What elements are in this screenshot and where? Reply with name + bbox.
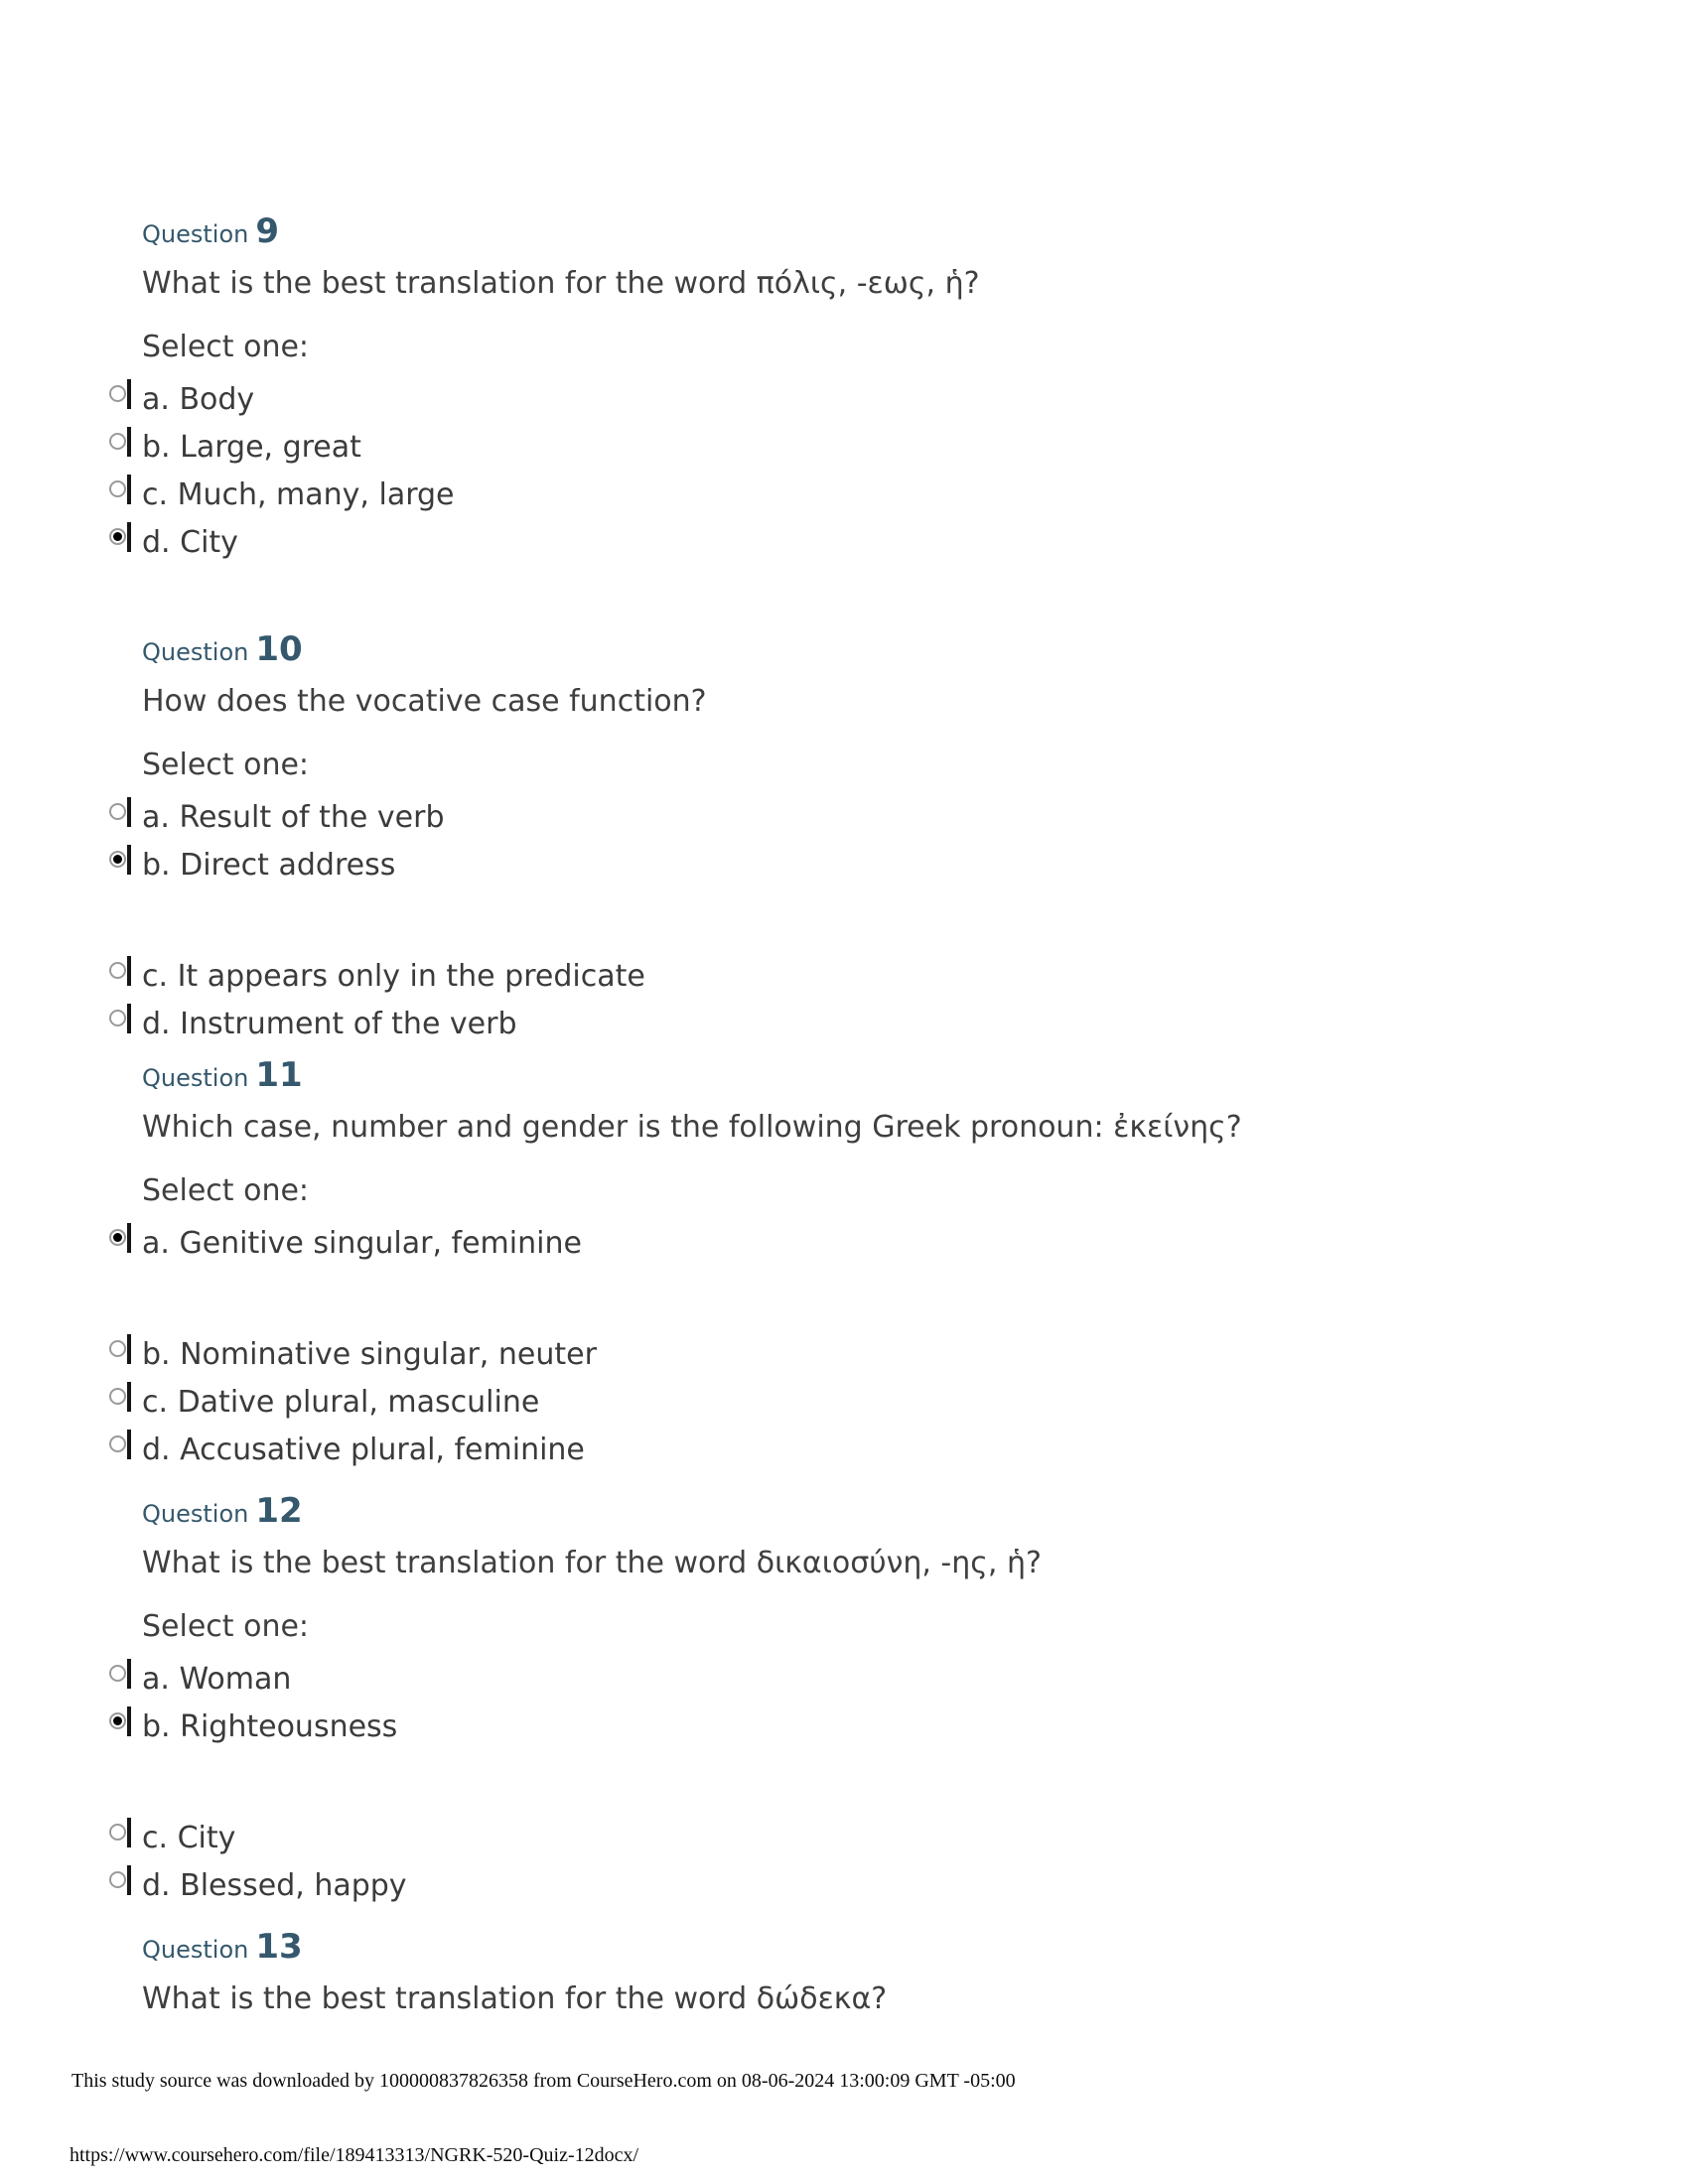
select-one-label: Select one: [142, 748, 310, 782]
text-cursor-icon [127, 956, 131, 986]
question-label [142, 1926, 1628, 1971]
question-12 [142, 1490, 1628, 1910]
question-text: What is the best translation for the word πόλις, -εως, ἡ? [142, 266, 980, 301]
option-row [109, 1815, 1628, 1862]
select-one-label: Select one: [142, 1609, 310, 1644]
option-row [109, 519, 1628, 567]
text-cursor-icon [127, 475, 131, 504]
radio-button[interactable] [109, 519, 142, 567]
radio-circle-icon [109, 1229, 126, 1246]
option-row [109, 1862, 1628, 1910]
radio-circle-icon [109, 1388, 126, 1405]
text-cursor-icon [127, 1334, 131, 1364]
radio-circle-icon [109, 1665, 126, 1682]
option-row [109, 953, 1628, 1001]
option-label: a. Body [142, 382, 255, 417]
question-number: 13 [255, 1927, 303, 1967]
option-row [109, 1220, 1628, 1268]
text-cursor-icon [127, 427, 131, 457]
text-cursor-icon [127, 1382, 131, 1412]
option-row [109, 1379, 1628, 1427]
radio-circle-icon [109, 851, 126, 868]
question-number: 9 [255, 211, 280, 251]
question-label [142, 1054, 1628, 1099]
option-label: b. Large, great [142, 430, 361, 465]
option-label: d. Accusative plural, feminine [142, 1433, 585, 1467]
radio-button[interactable] [109, 1427, 142, 1474]
radio-button[interactable] [109, 1001, 142, 1048]
radio-circle-icon [109, 1340, 126, 1357]
question-text: How does the vocative case function? [142, 684, 707, 719]
option-row [109, 794, 1628, 842]
radio-button[interactable] [109, 424, 142, 472]
question-label [142, 628, 1628, 673]
option-row [109, 842, 1628, 889]
text-cursor-icon [127, 1004, 131, 1033]
radio-circle-icon [109, 433, 126, 450]
question-word: Question [142, 1500, 249, 1528]
text-cursor-icon [127, 522, 131, 552]
radio-circle-icon [109, 528, 126, 545]
text-cursor-icon [127, 845, 131, 875]
radio-button[interactable] [109, 953, 142, 1001]
radio-button[interactable] [109, 1862, 142, 1910]
option-row [109, 472, 1628, 519]
option-label: a. Genitive singular, feminine [142, 1226, 582, 1261]
option-label: b. Direct address [142, 848, 396, 883]
radio-button[interactable] [109, 1656, 142, 1704]
radio-circle-icon [109, 962, 126, 979]
radio-circle-icon [109, 1435, 126, 1452]
radio-button[interactable] [109, 1704, 142, 1751]
question-9 [142, 210, 1628, 567]
select-one-label: Select one: [142, 1173, 310, 1208]
text-cursor-icon [127, 1706, 131, 1736]
option-row [109, 1704, 1628, 1751]
radio-button[interactable] [109, 1220, 142, 1268]
radio-button[interactable] [109, 1331, 142, 1379]
option-row [109, 1331, 1628, 1379]
question-number: 10 [255, 629, 303, 669]
radio-button[interactable] [109, 842, 142, 889]
radio-button[interactable] [109, 376, 142, 424]
option-label: c. Dative plural, masculine [142, 1385, 540, 1420]
question-number: 12 [255, 1491, 303, 1531]
option-label: c. City [142, 1821, 236, 1855]
option-label: c. Much, many, large [142, 478, 455, 512]
option-row [109, 1001, 1628, 1048]
question-number: 11 [255, 1055, 303, 1095]
question-word: Question [142, 1936, 249, 1964]
option-row [109, 424, 1628, 472]
question-text: What is the best translation for the word δώδεκα? [142, 1981, 888, 2016]
radio-button[interactable] [109, 1379, 142, 1427]
text-cursor-icon [127, 1430, 131, 1459]
option-label: d. Instrument of the verb [142, 1007, 517, 1041]
radio-circle-icon [109, 385, 126, 402]
option-label: d. City [142, 525, 238, 560]
radio-circle-icon [109, 803, 126, 820]
option-row [109, 376, 1628, 424]
option-label: a. Result of the verb [142, 800, 445, 835]
question-label [142, 210, 1628, 255]
question-word: Question [142, 1064, 249, 1092]
option-row [109, 1427, 1628, 1474]
option-row [109, 1656, 1628, 1704]
option-label: b. Righteousness [142, 1709, 398, 1744]
radio-button[interactable] [109, 472, 142, 519]
radio-circle-icon [109, 1824, 126, 1841]
radio-circle-icon [109, 1010, 126, 1026]
radio-circle-icon [109, 480, 126, 497]
option-label: d. Blessed, happy [142, 1868, 407, 1903]
option-label: b. Nominative singular, neuter [142, 1337, 597, 1372]
question-11 [142, 1054, 1628, 1474]
question-label [142, 1490, 1628, 1535]
text-cursor-icon [127, 379, 131, 409]
option-label: a. Woman [142, 1662, 292, 1697]
text-cursor-icon [127, 1659, 131, 1689]
question-text: Which case, number and gender is the following Greek pronoun: ἐκείνης? [142, 1110, 1242, 1145]
question-word: Question [142, 220, 249, 248]
option-label: c. It appears only in the predicate [142, 959, 645, 994]
question-13 [142, 1926, 1628, 2020]
text-cursor-icon [127, 1818, 131, 1847]
question-10 [142, 628, 1628, 1048]
text-cursor-icon [127, 1865, 131, 1895]
radio-button[interactable] [109, 1815, 142, 1862]
text-cursor-icon [127, 1223, 131, 1253]
radio-circle-icon [109, 1712, 126, 1729]
radio-button[interactable] [109, 794, 142, 842]
question-word: Question [142, 638, 249, 666]
text-cursor-icon [127, 797, 131, 827]
select-one-label: Select one: [142, 330, 310, 364]
coursehero-download-notice: This study source was downloaded by 100000837826358 from CourseHero.com on 08-06-2024 13:00:09 GMT -05:00 [71, 2070, 1016, 2092]
radio-circle-icon [109, 1871, 126, 1888]
question-text: What is the best translation for the word δικαιοσύνη, -ης, ἡ? [142, 1546, 1042, 1580]
coursehero-file-url: https://www.coursehero.com/file/189413313/NGRK-520-Quiz-12docx/ [70, 2144, 639, 2166]
